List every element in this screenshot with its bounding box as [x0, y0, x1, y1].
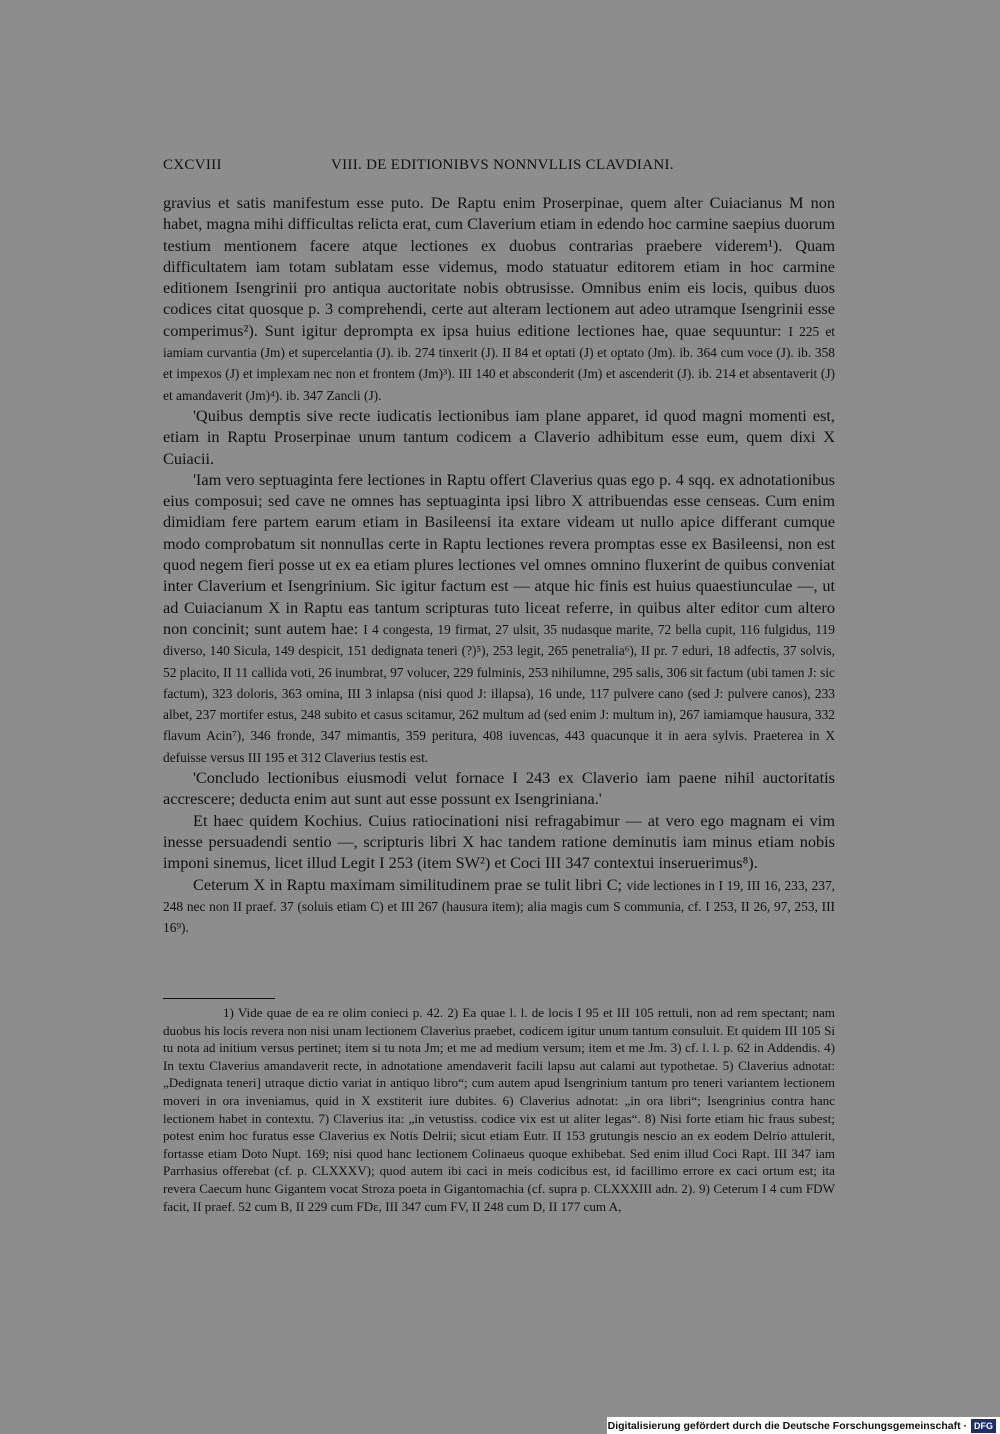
paragraph-6-readings: vide lectiones in I 19, III 16, 233, 237, 248 nec non II praef. 37 (soluis etiam C) et III 267 (hausura item); alia magis cum S communia, cf. I 253, II 26, 97, 253, III 16⁹). [163, 877, 836, 936]
paragraph-3-readings: I 4 congesta, 19 firmat, 27 ulsit, 35 nudasque marite, 72 bella cupit, 116 fulgidus, 119 diverso, 140 Sicula, 149 despicit, 151 dedignata teneri (?)⁵), 253 legit, 265 penetralia⁶), II pr. 7 eduri, 18 adfectis, 37 solvis, 52 placito, II 11 callida voti, 26 inumbrat, 97 volucer, 229 fulminis, 253 nihilumne, 295 salis, 306 sit factum (ubi tamen J: sic factum), 323 doloris, 363 omina, III 3 inlapsa (nisi quod J: illapsa), 16 unde, 117 pulvere cano (sed J: pulvere canos), 233 albet, 237 mortifer estus, 248 subito et casus scitamur, 262 multum ad (sed enim J: multum in), 267 iamiamque hausura, 332 flavum Acin⁷), 346 fronde, 347 mimantis, 359 peritura, 408 iuvencas, 443 quacunque it in aera sylvis. Praeterea in X defuisse versus III 195 et 312 Claverius testis est. [163, 621, 835, 765]
footnotes [163, 1004, 835, 1215]
paragraph-1-text: gravius et satis manifestum esse puto. De Raptu enim Proserpinae, quem alter Cuiacianus M non habet, magna mihi difficultas relicta erat, cum Claverium etiam in edendo hoc carmine saepius duorum testium mentionem facere atque lectiones ex duobus contrarias praebere viderem¹). Quam difficultatem iam totam sublatam esse videmus, modo statuatur editorem etiam in hoc carmine editionem Isengrinii pro antiqua auctoritate nobis obtrusisse. Omnibus enim eis locis, quibus duos codices citat quosque p. 3 comprehendi, certe aut alteram lectionem aut adeo utramque Isengrinii esse comperimus²). Sunt igitur deprompta ex ipsa huius editione lectiones hae, quae sequuntur: [163, 193, 835, 340]
paragraph-5: Et haec quidem Kochius. Cuius ratiocinationi nisi refragabimur — at vero ego magnam ei vim inesse persuadendi sentio —, scripturis libri X hac tandem ratione deminutis iam minus etiam nobis imponi sinemus, licet illud Legit I 253 (item SW²) et Coci III 347 contextui inseruerimus⁸). [163, 810, 835, 873]
paragraph-1-readings: I 225 et iamiam curvantia (Jm) et supercelantia (J). ib. 274 tinxerit (J). II 84 et optati (J) et optato (Jm). ib. 364 cum voce (J). ib. 358 et impexos (J) et implexam nec non et frontem (Jm)³). III 140 et absconderit (Jm) et ascenderit (J). ib. 214 et absentaverit (J) et amandaverit (Jm)⁴). ib. 347 Zancli (J). [163, 323, 836, 403]
page-header [163, 157, 835, 181]
digitization-footer [607, 1417, 1000, 1434]
paragraph-3-text: 'Iam vero septuaginta fere lectiones in Raptu offert Claverius quas ego p. 4 sqq. ex adnotationibus eius composui; sed cave ne omnes has septuaginta ipsi libro X attribuendas esse censeas. Cum enim dimidiam fere partem earum etiam in Basileensi ita extare videam ut nullo apice differant cumque modo comprobatum sit nonnullas certe in Raptu lectiones revera promptas esse ex Basileensi, non est quod negem fieri posse ut ex ea etiam plures lectiones vel omnes omnino fluxerint de quibus conveniat inter Claverium et Isengrinium. Sic igitur factum est — atque hic finis est huius quaestiunculae —, ut ad Cuiacianum X in Raptu eas tantum scripturas tuto liceat referre, in quibus alter editor cum altero non concinit; sunt autem hae: [163, 469, 835, 638]
paragraph-3 [163, 469, 835, 767]
paragraph-6-text: Ceterum X in Raptu maximam similitudinem prae se tulit libri C; [193, 874, 623, 894]
page-number: CXCVIII [163, 157, 222, 173]
footnote-divider [163, 998, 275, 999]
footnotes-text: 1) Vide quae de ea re olim conieci p. 42. 2) Ea quae l. l. de locis I 95 et III 105 rettuli, non ad rem spectant; nam duobus his locis revera non nisi unam lectionem Claverius praebet, codicem igitur unum tantum consuluit. Et quidem III 105 Si tu nota ad initium versus pertinet; item si tu nota Jm; et me ad medium versum; item et me Jm. 3) cf. l. l. p. 62 in Addendis. 4) In textu Claverius amandaverit recte, in adnotatione amendaverit facili lapsu aut calami aut typothetae. 5) Claverius adnotat: „Dedignata teneri] utraque dictio variat in antiquo libro“; cum autem apud Isengrinium tantum pro teneri variantem lectionem moveri in ora inveniamus, quid in X exstiterit iure dubites. 6) Claverius adnotat: „in ora libri“; Isengrinius contra hanc lectionem habet in contextu. 7) Claverius ita: „in vetustiss. codice vix est ut aliter legas“. 8) Nisi forte etiam hic fraus subest; potest enim hoc furatus esse Claverius ex Notis Delrii; sicut etiam Eutr. II 153 grutungis nescio an ex eodem Delrio attulerit, fortasse etiam Doto Nupt. 169; nisi quod hanc lectionem Colinaeus quoque exhibebat. Sed enim illud Coci Rapt. III 347 iam Parrhasius offerebat (cf. p. CLXXXV); quod autem ibi caci in meis codicibus est, id facillimo errore ex caci ortum est; ita revera Caecum hunc Gigantem vocat Stroza poeta in Gigantomachia (cf. supra p. CLXXXIII adn. 2). 9) Ceterum I 4 cum FDW facit, II praef. 52 cum B, II 229 cum FDε, III 347 cum FV, II 248 cum D, II 177 cum A, [163, 1005, 835, 1214]
running-title: VIII. DE EDITIONIBVS NONNVLLIS CLAVDIANI. [331, 157, 674, 173]
paragraph-1 [163, 192, 835, 405]
main-text [163, 192, 835, 937]
dfg-logo: DFG [971, 1419, 996, 1433]
paragraph-6 [163, 874, 835, 938]
footer-credit: Digitalisierung gefördert durch die Deutsche Forschungsgemeinschaft · [607, 1419, 967, 1432]
paragraph-2: 'Quibus demptis sive recte iudicatis lectionibus iam plane apparet, id quod magni momenti est, etiam in Raptu Proserpinae unum tantum codicem a Claverio adhibitum esse eum, quem dixi X Cuiacii. [163, 405, 835, 468]
paragraph-4: 'Concludo lectionibus eiusmodi velut fornace I 243 ex Claverio iam paene nihil auctoritatis accrescere; deducta enim aut sunt aut esse possunt ex Isengriniana.' [163, 768, 835, 809]
